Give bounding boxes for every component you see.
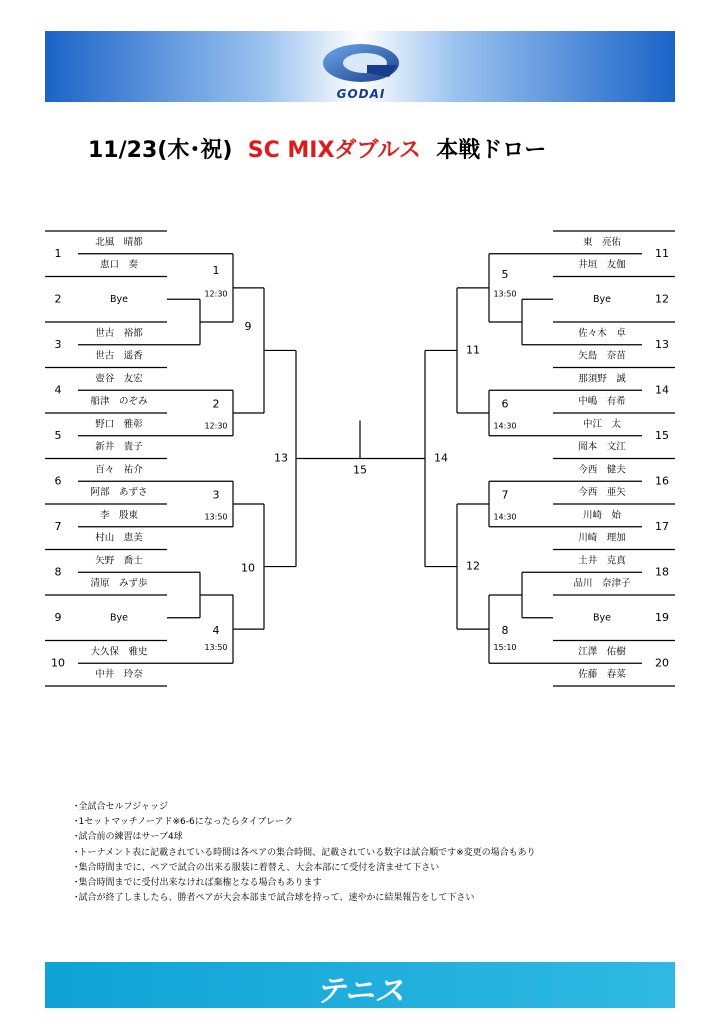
player-name: 土井 克真: [578, 555, 626, 567]
entry-seed: 16: [655, 474, 669, 488]
player-name: Bye: [593, 293, 611, 305]
entry-seed: 17: [655, 519, 669, 533]
player-name: 世古 遥香: [95, 350, 143, 362]
match-number: 1: [212, 263, 220, 277]
match-time: 13:50: [204, 512, 228, 522]
player-name: 大久保 雅史: [90, 646, 148, 658]
player-name: 世古 裕都: [95, 327, 143, 339]
match-number: 7: [501, 488, 509, 502]
footer-banner: [45, 962, 675, 1008]
entry-seed: 8: [54, 565, 62, 579]
player-name: 新井 貴子: [95, 441, 143, 453]
match-time: 14:30: [493, 421, 517, 431]
player-name: 中井 玲奈: [95, 669, 143, 681]
player-name: 品川 奈津子: [573, 578, 631, 590]
note-item: ･集合時間までに受付出来なければ棄権となる場合もあります: [74, 878, 322, 889]
notes-list: [74, 800, 536, 906]
player-name: 那須野 誠: [578, 373, 626, 385]
player-name: 江澤 佑樹: [578, 646, 626, 658]
entry-seed: 1: [54, 246, 62, 260]
player-name: 今西 健夫: [578, 464, 626, 476]
player-name: 佐藤 春菜: [578, 669, 626, 681]
match-number: 14: [434, 451, 448, 465]
match-number: 9: [244, 320, 252, 334]
player-name: 阿部 あずさ: [90, 487, 148, 499]
match-time: 12:30: [204, 421, 228, 431]
entry-seed: 12: [655, 292, 669, 306]
entry-seed: 7: [54, 519, 62, 533]
player-name: 壺谷 友宏: [95, 373, 143, 385]
player-name: Bye: [593, 612, 611, 624]
entry-seed: 2: [54, 292, 62, 306]
entry-seed: 10: [51, 656, 65, 670]
match-number: 8: [501, 624, 509, 638]
entry-seed: 18: [655, 565, 669, 579]
player-name: 矢野 喬士: [95, 555, 143, 567]
entry-seed: 15: [655, 428, 669, 442]
match-number: 6: [501, 397, 509, 411]
player-name: Bye: [110, 612, 128, 624]
match-number: 2: [212, 397, 220, 411]
entry-seed: 11: [655, 246, 669, 260]
player-name: 東 亮佑: [582, 236, 622, 248]
player-name: 恵口 奏: [99, 259, 139, 271]
match-number: 10: [241, 561, 255, 575]
player-name: 李 殷東: [99, 509, 139, 521]
title-date: 11/23(木･祝): [88, 138, 233, 163]
player-name: 川崎 始: [582, 509, 622, 521]
note-item: ･1セットマッチノーアド※6-6になったらタイブレーク: [74, 817, 293, 828]
title-event: SC MIXダブルス: [247, 138, 421, 163]
entry-seed: 19: [655, 610, 669, 624]
player-name: 中嶋 有希: [578, 396, 626, 408]
match-number: 15: [353, 463, 367, 477]
match-time: 15:10: [493, 642, 517, 652]
player-name: 今西 亜矢: [578, 487, 626, 499]
entry-seed: 9: [54, 610, 62, 624]
match-time: 14:30: [493, 512, 517, 522]
match-number: 13: [274, 451, 288, 465]
match-time: 13:50: [204, 642, 228, 652]
player-name: 井垣 友伽: [578, 259, 626, 271]
player-name: 船津 のぞみ: [90, 396, 148, 408]
note-item: ･試合が終了しましたら、勝者ペアが大会本部まで試合球を持って、速やかに結果報告をして下さい: [74, 893, 475, 904]
entry-seed: 6: [54, 474, 62, 488]
entry-seed: 3: [54, 337, 62, 351]
player-name: 佐々木 卓: [578, 327, 626, 339]
entry-seed: 5: [54, 428, 62, 442]
player-name: 岡本 文江: [578, 441, 626, 453]
player-name: Bye: [110, 293, 128, 305]
match-number: 3: [212, 488, 220, 502]
note-item: ･集合時間までに、ペアで試合の出来る服装に着替え、大会本部にて受付を済ませて下さい: [74, 862, 440, 873]
entry-seed: 20: [655, 656, 669, 670]
entry-seed: 13: [655, 337, 669, 351]
match-time: 13:50: [493, 289, 517, 299]
player-name: 村山 恵美: [95, 532, 143, 544]
player-name: 清原 みず歩: [90, 578, 148, 590]
match-number: 5: [501, 267, 509, 281]
entry-seed: 14: [655, 383, 669, 397]
match-number: 12: [466, 559, 480, 573]
entry-seed: 4: [54, 383, 62, 397]
player-name: 矢島 奈苗: [578, 350, 626, 362]
player-name: 百々 祐介: [95, 464, 143, 476]
player-name: 野口 雅彰: [95, 418, 143, 430]
logo-text: GODAI: [336, 87, 386, 101]
title-draw: 本戦ドロー: [436, 138, 547, 163]
player-name: 中江 太: [582, 418, 622, 430]
player-name: 北風 晴都: [95, 236, 143, 248]
match-number: 4: [212, 624, 220, 638]
note-item: ･全試合セルフジャッジ: [74, 802, 168, 812]
match-time: 12:30: [204, 289, 228, 299]
note-item: ･トーナメント表に記載されている時間は各ペアの集合時間、記載されている数字は試合順です※変更の場合もあり: [74, 847, 536, 858]
match-number: 11: [466, 343, 480, 357]
player-name: 川崎 理加: [578, 532, 626, 544]
footer-label: テニス: [315, 974, 405, 1009]
note-item: ･試合前の練習はサーブ4球: [74, 832, 183, 843]
